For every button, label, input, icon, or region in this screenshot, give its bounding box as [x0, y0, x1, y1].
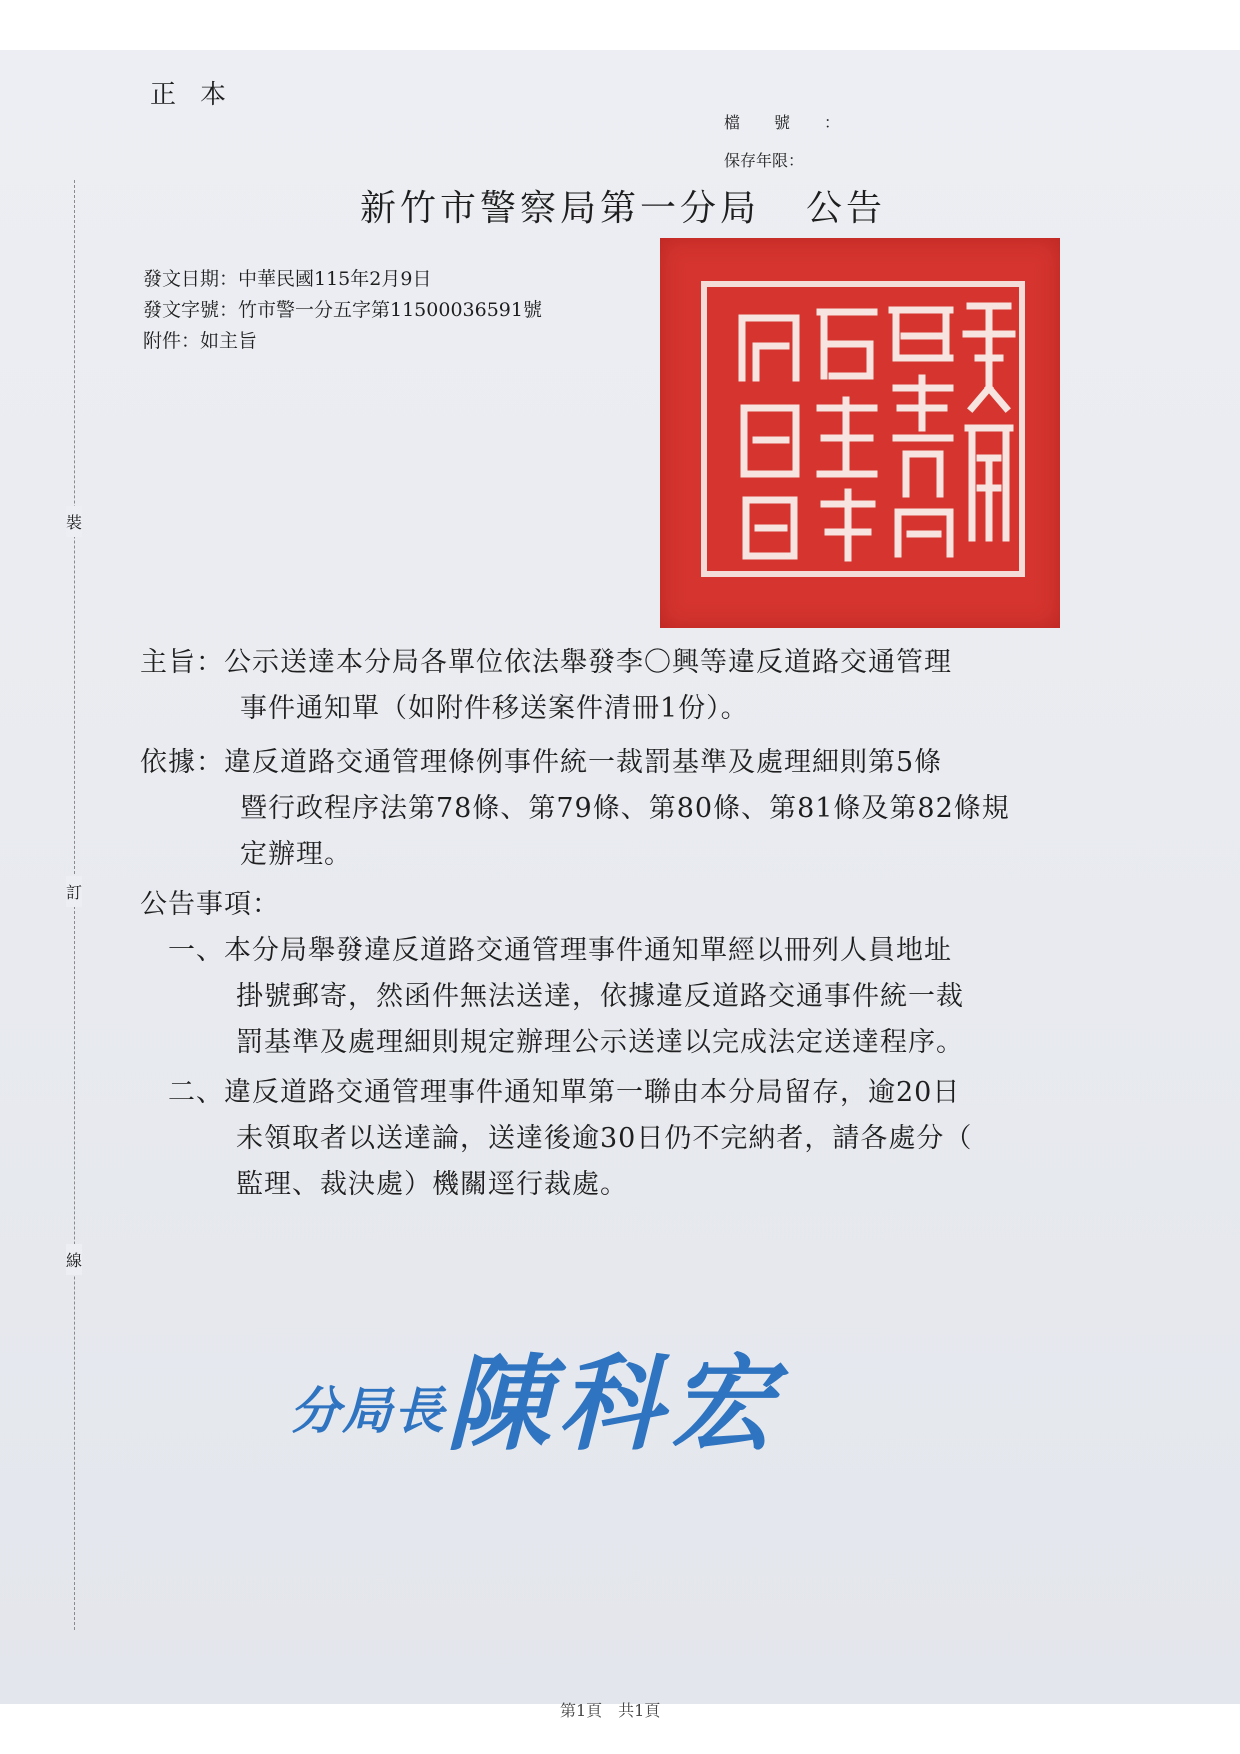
subject-line-2: 事件通知單（如附件移送案件清冊1份）。 [240, 693, 749, 724]
basis-line-2: 暨行政程序法第78條、第79條、第80條、第81條及第82條規 [240, 793, 1010, 824]
notice-heading: 公告事項： [140, 889, 280, 920]
issue-date: 發文日期：中華民國115年2月9日 [143, 268, 432, 290]
notice-item-2 [168, 1070, 972, 1208]
page-footer: 第1頁 共1頁 [560, 1701, 661, 1720]
subject-section [140, 640, 952, 732]
reference-number: 發文字號：竹市警一分五字第11500036591號 [143, 299, 542, 321]
file-meta [724, 104, 874, 180]
binding-mark-3: 線 [66, 1244, 82, 1275]
official-seal [660, 238, 1060, 628]
document-title [360, 180, 886, 231]
basis-line-3: 定辦理。 [240, 839, 352, 870]
binding-mark-2: 訂 [66, 876, 82, 907]
notice-item-2-line-2: 未領取者以送達論，送達後逾30日仍不完納者，請各處分（ [236, 1123, 973, 1154]
document-type: 公告 [806, 188, 887, 229]
header-info [143, 264, 542, 357]
document-page [0, 50, 1240, 1720]
notice-item-1-line-2: 掛號郵寄，然函件無法送達，依據違反道路交通事件統一裁 [236, 981, 964, 1012]
binding-mark-1: 裝 [66, 506, 82, 537]
notice-item-2-line-3: 監理、裁決處）機關逕行裁處。 [236, 1169, 628, 1200]
notice-item-1-line-1: 一、本分局舉發違反道路交通管理事件通知單經以冊列人員地址 [168, 935, 952, 966]
notice-item-1 [168, 928, 964, 1066]
copy-label: 正本 [150, 80, 251, 110]
signature-stamp [290, 1320, 782, 1470]
notice-item-1-line-3: 罰基準及處理細則規定辦理公示送達以完成法定送達程序。 [236, 1027, 964, 1058]
issuing-office: 新竹市警察局第一分局 [360, 188, 761, 229]
signatory-title: 分局長 [290, 1381, 446, 1440]
retention-label: 保存年限： [724, 151, 805, 170]
file-number-label: 檔號： [724, 113, 875, 132]
basis-line-1: 依據：違反道路交通管理條例事件統一裁罰基準及處理細則第5條 [140, 747, 943, 778]
signatory-name: 陳科宏 [446, 1342, 783, 1465]
attachment-note: 附件：如主旨 [143, 330, 258, 352]
subject-line-1: 主旨：公示送達本分局各單位依法舉發李〇興等違反道路交通管理 [140, 647, 952, 678]
seal-artwork [660, 238, 1060, 628]
notice-item-2-line-1: 二、違反道路交通管理事件通知單第一聯由本分局留存，逾20日 [168, 1077, 961, 1108]
basis-section [140, 740, 1010, 878]
